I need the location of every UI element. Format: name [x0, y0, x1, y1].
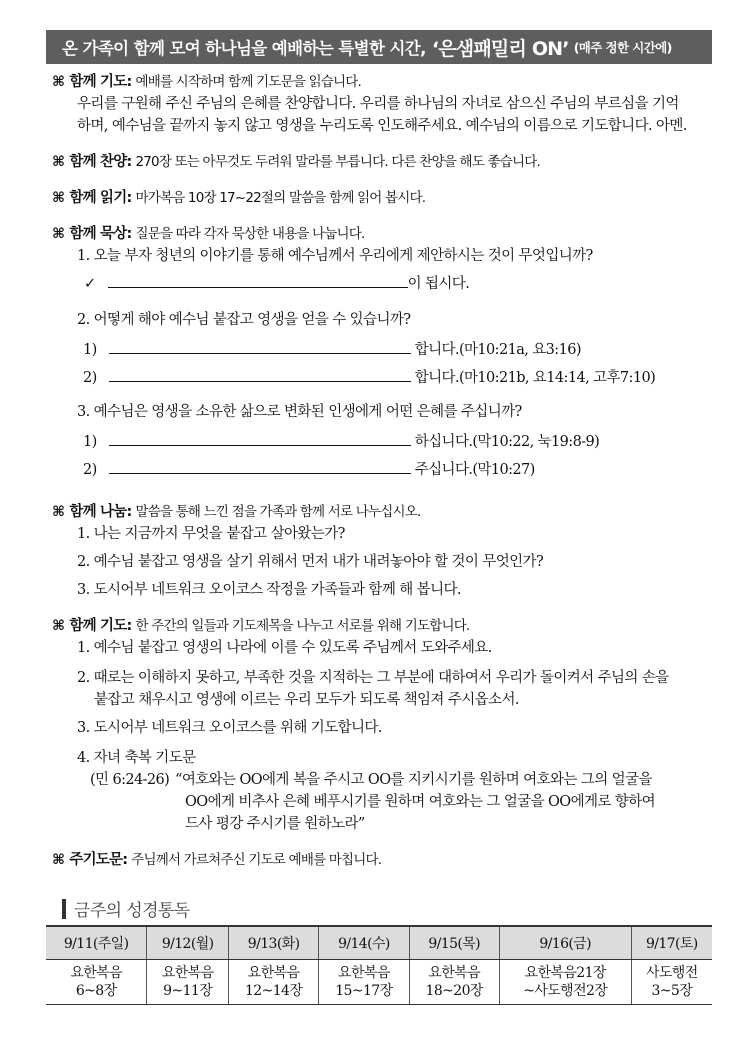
answer-suffix: 이 됩시다. [407, 276, 470, 292]
answer-suffix: 하십니다.(막10:22, 눅19:8-9) [414, 434, 600, 450]
command-mark-icon: ⌘ [52, 226, 65, 242]
answer-blank[interactable] [108, 273, 408, 288]
reading-book: 사도행전 [645, 965, 698, 981]
section-description: 마가복음 10장 17~22절의 말씀을 함께 읽어 봅시다. [135, 190, 426, 206]
section-description: 말씀을 통해 느낀 점을 가족과 함께 서로 나누십시오. [135, 504, 421, 520]
answer-number: 2) [83, 370, 97, 386]
date-header: 9/11(주일) [46, 926, 147, 960]
answer-line-3b [83, 458, 535, 479]
section-title: 함께 찬양: [69, 154, 132, 170]
command-mark-icon: ⌘ [52, 504, 65, 520]
answer-suffix: 합니다.(마10:21a, 요3:16) [414, 342, 581, 358]
section-heading [52, 500, 420, 521]
prayer-text-line: 우리를 구원해 주신 주님의 은혜를 찬양합니다. 우리를 하나님의 자녀로 삼으신 주님의 부르심을 기억 [77, 96, 679, 112]
table-header-row [46, 926, 712, 960]
reading-chapters: 9~11장 [163, 983, 213, 999]
reading-cell [228, 960, 318, 1005]
reading-plan-table [46, 925, 712, 1005]
reading-cell [46, 960, 147, 1005]
header-banner [46, 30, 712, 64]
answer-line-3a [83, 430, 599, 451]
section-title: 주기도문: [69, 852, 128, 868]
reading-chapters: ~사도행전2장 [523, 983, 608, 999]
command-mark-icon: ⌘ [52, 74, 65, 90]
date-header: 9/16(금) [499, 926, 631, 960]
answer-blank[interactable] [109, 367, 411, 382]
list-item: 2. 예수님 붙잡고 영생을 살기 위해서 먼저 내가 내려놓아야 할 것이 무엇인가? [77, 554, 544, 570]
section-heading [52, 848, 381, 869]
answer-suffix: 합니다.(마10:21b, 요14:14, 고후7:10) [414, 370, 656, 386]
section-heading [52, 150, 540, 171]
blessing-line: OO에게 비추사 은혜 베푸시기를 원하며 여호와는 그 얼굴을 OO에게로 향하여 [185, 794, 656, 810]
reading-cell [409, 960, 499, 1005]
reading-book: 요한복음 [161, 965, 214, 981]
banner-main-text: 온 가족이 함께 모여 하나님을 예배하는 특별한 시간, [62, 39, 426, 58]
question-3: 3. 예수님은 영생을 소유한 삶으로 변화된 인생에게 어떤 은혜를 주십니까? [77, 404, 522, 420]
reading-book: 요한복음21장 [524, 965, 606, 981]
reading-plan-title-text: 금주의 성경통독 [74, 901, 190, 921]
section-title: 함께 기도: [69, 618, 132, 634]
reading-chapters: 6~8장 [75, 983, 117, 999]
answer-line-2b [83, 366, 655, 387]
section-title: 함께 묵상: [69, 226, 132, 242]
section-description: 질문을 따라 각자 묵상한 내용을 나눕니다. [135, 226, 365, 242]
section-title: 함께 읽기: [69, 190, 132, 206]
blessing-line: 드사 평강 주시기를 원하노라” [185, 816, 365, 832]
date-header: 9/14(수) [319, 926, 409, 960]
section-heading [52, 186, 425, 207]
section-heading [52, 614, 469, 635]
section-title: 함께 기도: [69, 74, 132, 90]
list-item: 4. 자녀 축복 기도문 [77, 750, 196, 766]
list-item: 2. 때로는 이해하지 못하고, 부족한 것을 지적하는 그 부분에 대하여서 우리가 돌이켜서 주님의 손을 [77, 670, 669, 686]
reading-book: 요한복음 [70, 965, 123, 981]
reading-chapters: 18~20장 [425, 983, 483, 999]
table-row [46, 960, 712, 1005]
banner-title: ‘은샘패밀리 ON’ [431, 37, 569, 60]
blessing-line: “여호와는 OO에게 복을 주시고 OO를 지키시기를 원하며 여호와는 그의 얼굴을 [175, 772, 652, 788]
list-item: 1. 예수님 붙잡고 영생의 나라에 이를 수 있도록 주님께서 도와주세요. [77, 640, 492, 656]
date-header: 9/12(월) [147, 926, 229, 960]
answer-line-1 [84, 272, 469, 293]
answer-number: 2) [83, 462, 97, 478]
section-description: 예배를 시작하며 함께 기도문을 읽습니다. [135, 74, 362, 90]
section-heading [52, 70, 361, 91]
section-description: 270장 또는 아무것도 두려워 말라를 부릅니다. 다른 찬양을 해도 좋습니다. [135, 154, 540, 170]
question-1: 1. 오늘 부자 청년의 이야기를 통해 예수님께서 우리에게 제안하시는 것이 무엇입니까? [77, 248, 593, 264]
scripture-reference: (민 6:24-26) [90, 772, 170, 788]
date-header: 9/15(목) [409, 926, 499, 960]
answer-line-2a [83, 338, 581, 359]
reading-book: 요한복음 [428, 965, 481, 981]
date-header: 9/17(토) [631, 926, 712, 960]
command-mark-icon: ⌘ [52, 190, 65, 206]
reading-chapters: 15~17장 [335, 983, 393, 999]
reading-cell [499, 960, 631, 1005]
section-description: 주님께서 가르쳐주신 기도로 예배를 마칩니다. [131, 852, 382, 868]
command-mark-icon: ⌘ [52, 618, 65, 634]
reading-cell [631, 960, 712, 1005]
reading-book: 요한복음 [338, 965, 390, 981]
reading-chapters: 3~5장 [651, 983, 693, 999]
list-item: 3. 도시어부 네트워크 오이코스를 위해 기도합니다. [77, 720, 382, 736]
section-heading [52, 222, 365, 243]
command-mark-icon: ⌘ [52, 154, 65, 170]
question-2: 2. 어떻게 해야 예수님 붙잡고 영생을 얻을 수 있습니까? [77, 312, 411, 328]
date-header: 9/13(화) [228, 926, 318, 960]
list-item-continuation: 붙잡고 채우시고 영생에 이르는 우리 모두가 되도록 책임져 주시옵소서. [94, 692, 519, 708]
command-mark-icon: ⌘ [52, 852, 65, 868]
answer-blank[interactable] [109, 459, 411, 474]
reading-cell [147, 960, 229, 1005]
reading-cell [319, 960, 409, 1005]
section-description: 한 주간의 일들과 기도제목을 나누고 서로를 위해 기도합니다. [135, 618, 470, 634]
reading-book: 요한복음 [247, 965, 300, 981]
answer-blank[interactable] [109, 431, 411, 446]
answer-suffix: 주십니다.(막10:27) [414, 462, 535, 478]
reading-plan-title [62, 896, 190, 921]
list-item: 3. 도시어부 네트워크 오이코스 작정을 가족들과 함께 해 봅니다. [77, 582, 461, 598]
title-bar-icon [62, 899, 66, 919]
reading-chapters: 12~14장 [244, 983, 303, 999]
answer-number: 1) [83, 434, 97, 450]
checkmark-icon: ✓ [84, 276, 96, 292]
list-item: 1. 나는 지금까지 무엇을 붙잡고 살아왔는가? [77, 526, 345, 542]
banner-subtitle: (매주 정한 시간에) [573, 40, 672, 55]
answer-blank[interactable] [109, 339, 411, 354]
prayer-text-line: 하며, 예수님을 끝까지 놓지 않고 영생을 누리도록 인도해주세요. 예수님의 이름으로 기도합니다. 아멘. [77, 118, 687, 134]
section-title: 함께 나눔: [69, 504, 132, 520]
answer-number: 1) [83, 342, 97, 358]
